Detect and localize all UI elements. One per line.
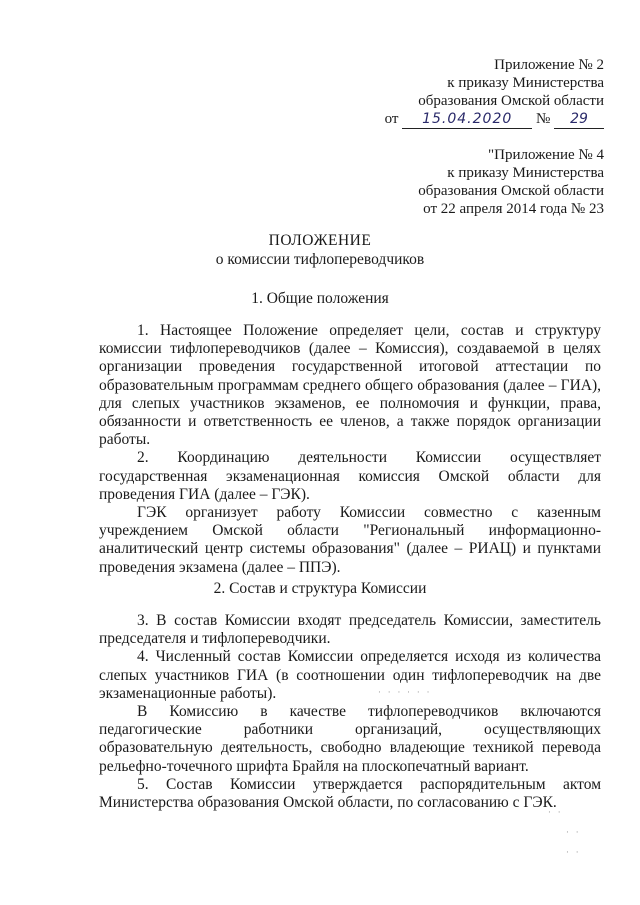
document-title: ПОЛОЖЕНИЕ [268, 232, 372, 249]
paragraph: 2. Координацию деятельности Комиссии осуществляет государственная экзаменационная комиссия Омской области для проведения ГИА (далее – ГЭК). [99, 449, 601, 503]
paragraph: 3. В состав Комиссии входят председатель Комиссии, заместитель председателя и тифлопереводчики. [99, 612, 601, 648]
appendix-header-current [385, 56, 604, 129]
paragraph: 5. Состав Комиссии утверждается распорядительным актом Министерства образования Омской области, по согласованию с ГЭК. [99, 775, 601, 812]
paragraph: В Комиссию в качестве тифлопереводчиков включаются педагогические работники организаций, осуществляющих образовательную деятельность, свободно владеющие техникой перевода рельефно-точечного шрифта Брайля на плоскопечатный вариант. [99, 703, 601, 775]
paragraph: 1. Настоящее Положение определяет цели, состав и структуру комиссии тифлопереводчиков (далее – Комиссия), создаваемой в целях организации проведения государственной итоговой аттестации по образовательным программам среднего общего образования (далее – ГИА), для слепых участников экзаменов, ее полномочия и функции, права, обязанности и ответственность ее членов, а также порядок организации работы. [99, 322, 601, 449]
number-prefix: № [535, 111, 551, 127]
paragraph: ГЭК организует работу Комиссии совместно с казенным учреждением Омской области "Региональный информационно-аналитический центр системы образования" (далее – РИАЦ) и пунктами проведения экзамена (далее – ППЭ). [99, 504, 601, 576]
date-prefix: от [384, 111, 399, 127]
scan-artifact: · · [566, 848, 581, 858]
orig-appendix-date: от 22 апреля 2014 года № 23 [423, 201, 604, 217]
paragraph: 4. Численный состав Комиссии определяется исходя из количества слепых участников ГИА (в соотношении один тифлопереводчик на две экзаменационные работы). [99, 648, 601, 702]
section-2-body [99, 612, 601, 812]
orig-appendix-order-ref: к приказу Министерства [447, 165, 604, 181]
appendix-ministry: образования Омской области [418, 93, 604, 109]
scan-artifact: · · [548, 808, 563, 818]
scan-artifact: · · · · · · [378, 688, 432, 698]
handwritten-number: 29 [554, 110, 604, 129]
appendix-date-line [385, 110, 604, 129]
section-1-body [99, 322, 601, 577]
section-2-heading: 2. Состав и структура Комиссии [213, 580, 427, 597]
appendix-number: Приложение № 2 [494, 57, 604, 73]
appendix-order-ref: к приказу Министерства [447, 75, 604, 91]
orig-appendix-ministry: образования Омской области [418, 183, 604, 199]
handwritten-date: 15.04.2020 [402, 110, 532, 129]
section-1-heading: 1. Общие положения [251, 290, 389, 307]
document-subtitle: о комиссии тифлопереводчиков [215, 251, 425, 268]
appendix-header-original [418, 146, 604, 218]
scan-artifact: · · [566, 828, 581, 838]
orig-appendix-number: "Приложение № 4 [488, 147, 604, 163]
